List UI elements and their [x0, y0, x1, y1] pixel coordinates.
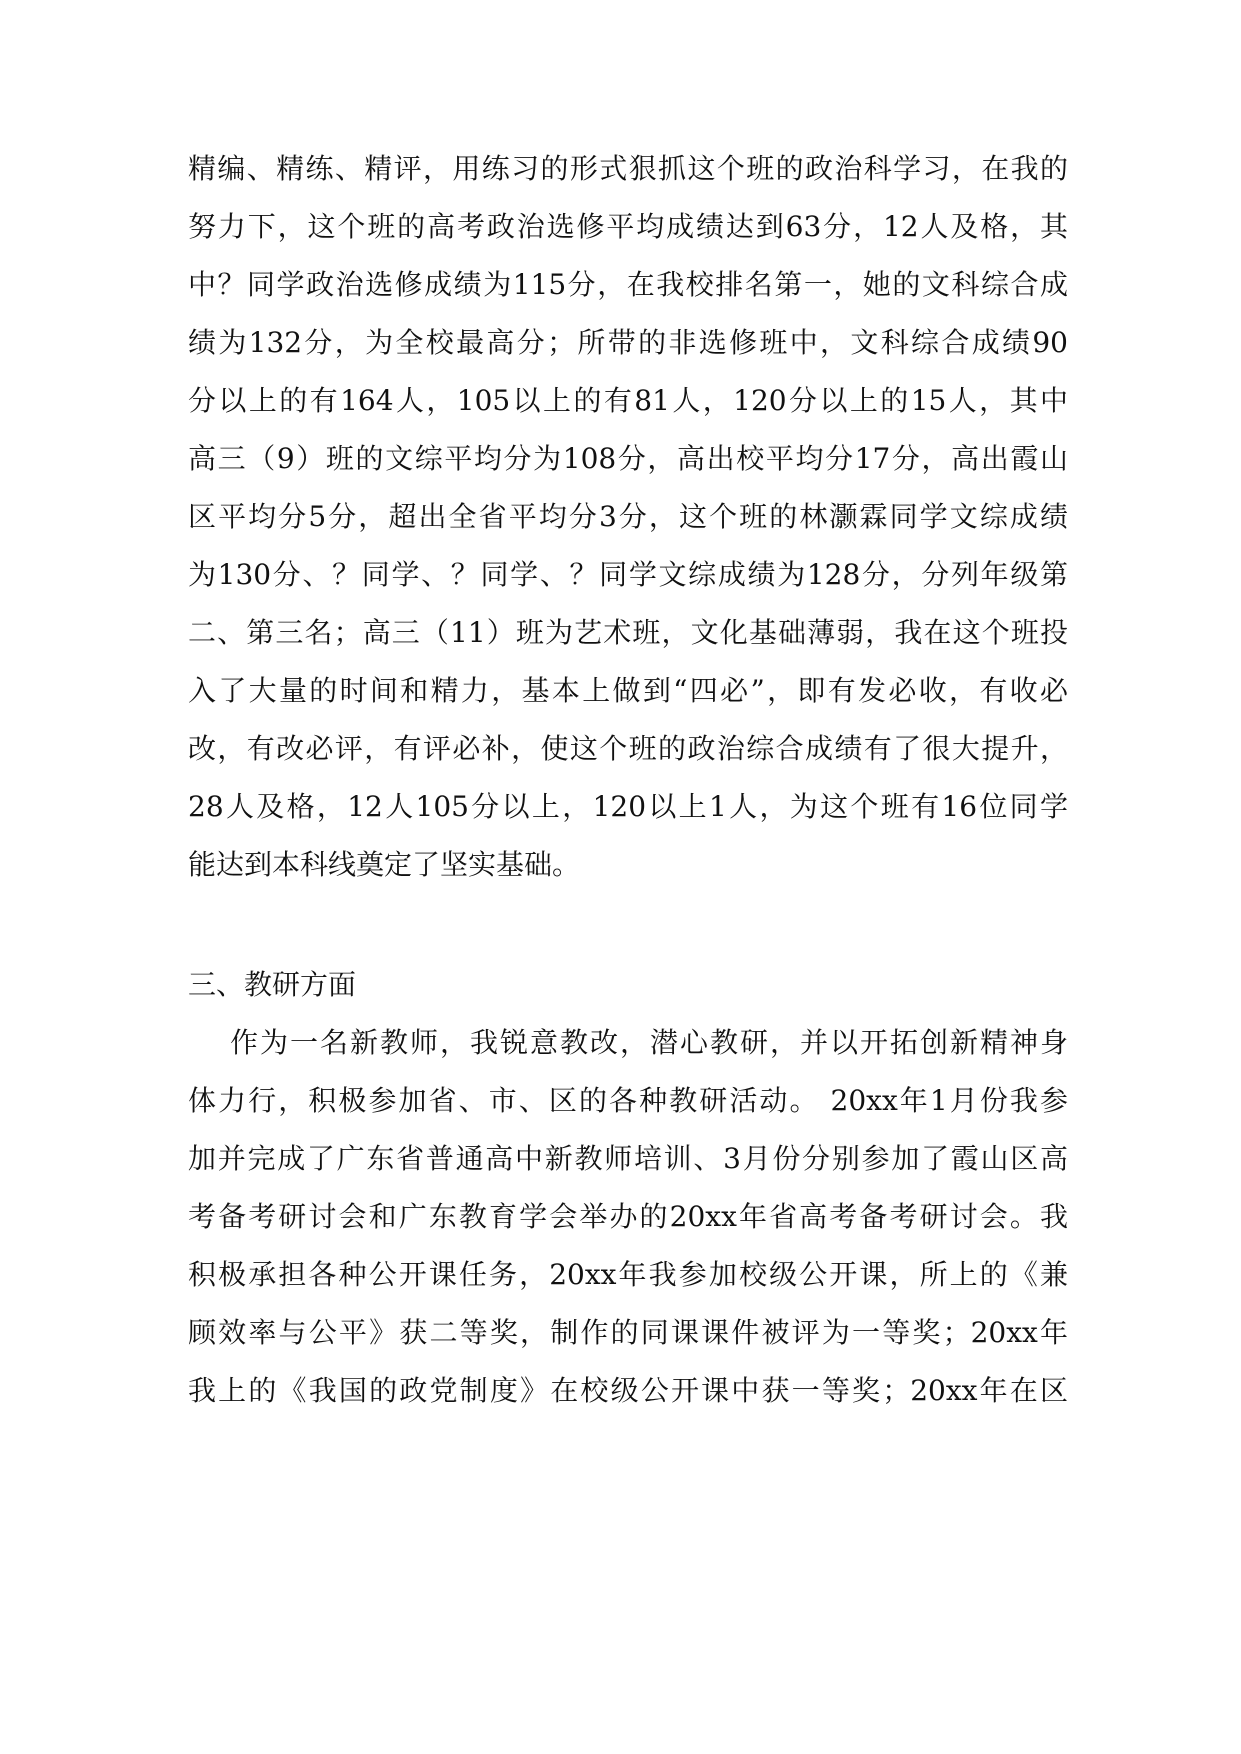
paragraph-line: 二、第三名；高三（11）班为艺术班，文化基础薄弱，我在这个班投 [188, 616, 1068, 649]
paragraph-line: 为130分、？同学、？同学、？同学文综成绩为128分，分列年级第 [188, 558, 1068, 591]
paragraph-line: 精编、精练、精评，用练习的形式狠抓这个班的政治科学习，在我的 [188, 152, 1068, 185]
paragraph-line: 顾效率与公平》获二等奖，制作的同课课件被评为一等奖；20xx年 [188, 1316, 1068, 1349]
paragraph-line: 分以上的有164人，105以上的有81人，120分以上的15人，其中 [188, 384, 1068, 417]
paragraph-line: 我上的《我国的政党制度》在校级公开课中获一等奖；20xx年在区 [188, 1374, 1068, 1407]
paragraph-line: 区平均分5分，超出全省平均分3分，这个班的林灏霖同学文综成绩 [188, 500, 1068, 533]
paragraph-line: 能达到本科线奠定了坚实基础。 [188, 848, 581, 881]
section-heading: 三、教研方面 [188, 968, 357, 1001]
paragraph-line: 体力行，积极参加省、市、区的各种教研活动。 20xx年1月份我参 [188, 1084, 1068, 1117]
paragraph-line: 改，有改必评，有评必补，使这个班的政治综合成绩有了很大提升， [188, 732, 1068, 765]
paragraph-line: 中？同学政治选修成绩为115分，在我校排名第一，她的文科综合成 [188, 268, 1068, 301]
paragraph-line: 作为一名新教师，我锐意教改，潜心教研，并以开拓创新精神身 [230, 1026, 1068, 1059]
paragraph-line: 28人及格，12人105分以上，120以上1人，为这个班有16位同学 [188, 790, 1068, 823]
paragraph-line: 积极承担各种公开课任务，20xx年我参加校级公开课，所上的《兼 [188, 1258, 1068, 1291]
paragraph-line: 高三（9）班的文综平均分为108分，高出校平均分17分，高出霞山 [188, 442, 1068, 475]
paragraph-line: 考备考研讨会和广东教育学会举办的20xx年省高考备考研讨会。我 [188, 1200, 1068, 1233]
paragraph-line: 绩为132分，为全校最高分；所带的非选修班中，文科综合成绩90 [188, 326, 1068, 359]
paragraph-line: 入了大量的时间和精力，基本上做到“四必”，即有发必收，有收必 [188, 674, 1068, 707]
paragraph-line: 努力下，这个班的高考政治选修平均成绩达到63分，12人及格，其 [188, 210, 1068, 243]
paragraph-line: 加并完成了广东省普通高中新教师培训、3月份分别参加了霞山区高 [188, 1142, 1068, 1175]
